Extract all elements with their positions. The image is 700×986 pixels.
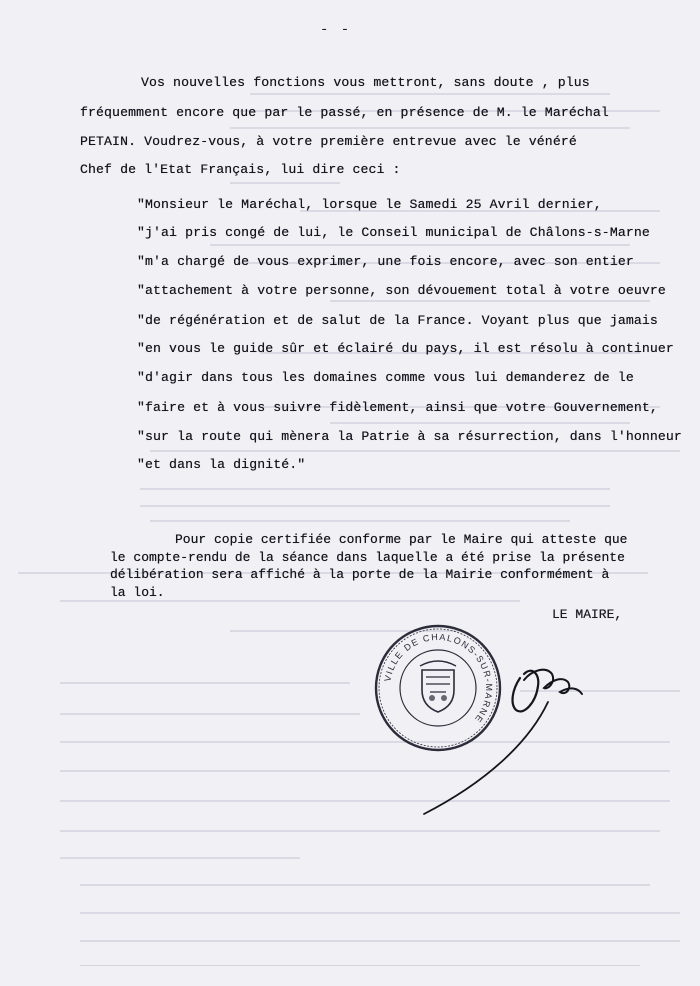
body-line: "d'agir dans tous les domaines comme vous lui demanderez de le: [137, 370, 634, 385]
body-line: "m'a chargé de vous exprimer, une fois encore, avec son entier: [137, 254, 634, 269]
body-line: Chef de l'Etat Français, lui dire ceci :: [80, 162, 401, 177]
mayor-signature: [420, 630, 590, 815]
body-line: PETAIN. Voudrez-vous, à votre première entrevue avec le vénéré: [80, 134, 577, 149]
certification-line: Pour copie certifiée conforme par le Maire qui atteste que: [175, 532, 628, 547]
certification-line: le compte-rendu de la séance dans laquelle a été prise la présente: [110, 550, 625, 565]
body-line: "et dans la dignité.": [137, 457, 306, 472]
body-line: fréquemment encore que par le passé, en présence de M. le Maréchal: [80, 105, 609, 120]
body-line: "faire et à vous suivre fidèlement, ainsi que votre Gouvernement,: [137, 400, 658, 415]
body-line: "en vous le guide sûr et éclairé du pays, il est résolu à continuer: [137, 341, 674, 356]
page-number: - -: [320, 22, 352, 38]
body-line: "sur la route qui mènera la Patrie à sa résurrection, dans l'honneur: [137, 429, 682, 444]
body-line: "Monsieur le Maréchal, lorsque le Samedi 25 Avril dernier,: [137, 197, 602, 212]
body-line: "attachement à votre personne, son dévouement total à votre oeuvre: [137, 283, 666, 298]
certification-line: la loi.: [110, 585, 165, 600]
signatory-title: LE MAIRE,: [552, 607, 623, 622]
body-line: "j'ai pris congé de lui, le Conseil municipal de Châlons-s-Marne: [137, 225, 650, 240]
certification-line: délibération sera affiché à la porte de la Mairie conformément à: [110, 567, 610, 582]
body-line: "de régénération et de salut de la France. Voyant plus que jamais: [137, 313, 658, 328]
body-line: Vos nouvelles fonctions vous mettront, sans doute , plus: [141, 75, 590, 90]
seal-text: VILLE DE CHALONS-SUR-MARNE: [382, 631, 495, 725]
